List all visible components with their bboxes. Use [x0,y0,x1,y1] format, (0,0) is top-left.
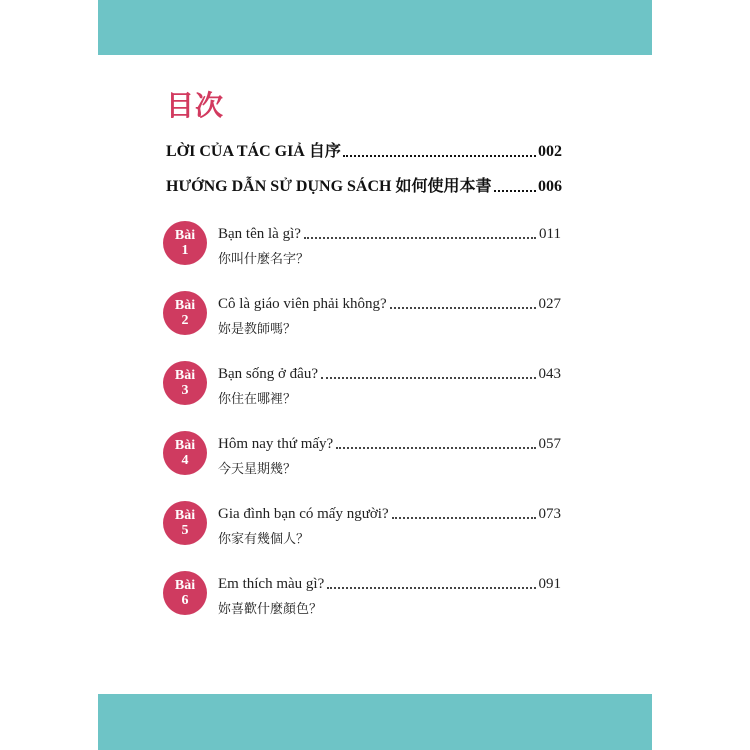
lesson-title-vi: Cô là giáo viên phải không? [218,296,387,312]
badge-word: Bài [174,508,196,523]
lesson-entry [163,291,563,351]
toc-entry-author-preface [166,138,562,161]
badge-word: Bài [174,228,196,243]
lesson-title-vi: Gia đình bạn có mấy người? [218,506,389,522]
lesson-title-vi: Hôm nay thứ mấy? [218,436,334,452]
book-page [98,0,652,750]
badge-number: 4 [181,453,189,468]
badge-number: 2 [181,313,189,328]
toc-entry-page: 006 [538,178,562,195]
badge-number: 3 [181,383,189,398]
badge-word: Bài [174,298,196,313]
toc-entry-page: 002 [538,143,562,160]
lesson-badge [163,431,207,475]
lesson-title-zh: 妳喜歡什麼顏色？ [218,602,323,617]
leader-dots [336,447,535,449]
badge-word: Bài [174,438,196,453]
lesson-title-vi: Bạn tên là gì? [218,226,301,242]
lesson-entry [163,571,563,631]
lesson-title-line [218,296,561,313]
lesson-page: 043 [538,366,561,382]
leader-dots [304,237,536,239]
lesson-title-zh: 妳是教師嗎？ [218,322,297,337]
lesson-title-vi: Em thích màu gì? [218,576,325,592]
lesson-entry [163,221,563,281]
lesson-title-line [218,366,561,383]
lesson-badge [163,291,207,335]
lesson-title-zh: 你家有幾個人？ [218,532,310,547]
toc-entry-label: HƯỚNG DẪN SỬ DỤNG SÁCH 如何使用本書 [166,178,492,195]
lesson-entry [163,361,563,421]
leader-dots [321,377,536,379]
lesson-badge [163,361,207,405]
toc-entry-how-to-use [166,173,562,196]
lesson-title-line [218,226,561,243]
toc-title: 目次 [166,89,225,122]
lesson-page: 091 [538,576,561,592]
lesson-title-vi: Bạn sống ở đâu? [218,366,318,382]
lesson-page: 073 [538,506,561,522]
leader-dots [494,190,537,192]
lesson-badge [163,571,207,615]
leader-dots [327,587,535,589]
toc-entry-label: LỜI CỦA TÁC GIẢ 自序 [166,143,341,160]
badge-number: 6 [181,593,189,608]
lesson-title-zh: 今天星期幾？ [218,462,297,477]
bottom-color-band [98,694,652,750]
lesson-title-line [218,436,561,453]
lesson-entry [163,501,563,561]
lesson-badge [163,501,207,545]
badge-number: 1 [181,243,189,258]
leader-dots [390,307,536,309]
badge-word: Bài [174,578,196,593]
lesson-title-line [218,506,561,523]
lesson-badge [163,221,207,265]
leader-dots [343,155,536,157]
badge-word: Bài [174,368,196,383]
badge-number: 5 [181,523,189,538]
lesson-title-zh: 你叫什麼名字？ [218,252,310,267]
lesson-title-zh: 你住在哪裡？ [218,392,297,407]
lesson-page: 057 [538,436,561,452]
leader-dots [392,517,536,519]
lesson-page: 027 [538,296,561,312]
lesson-title-line [218,576,561,593]
top-color-band [98,0,652,55]
lesson-entry [163,431,563,491]
lesson-page: 011 [539,226,561,242]
